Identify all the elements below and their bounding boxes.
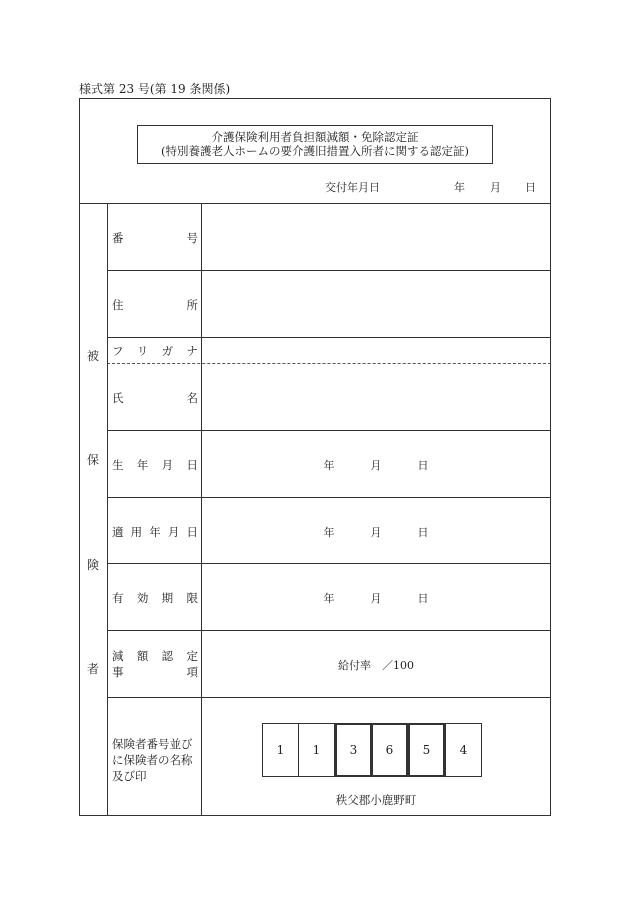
birthdate-label (112, 457, 198, 473)
valid-period-label (112, 590, 198, 606)
label-char: 適 (112, 525, 124, 539)
name-label (112, 390, 198, 406)
row-divider (107, 270, 551, 271)
label-char: 日 (186, 458, 198, 472)
insurer-label-line-1: 保険者番号並び (112, 737, 193, 751)
section-char-3: 険 (86, 558, 99, 572)
label-char: 認 (161, 649, 174, 663)
month-unit: 月 (370, 459, 382, 472)
row-divider (107, 697, 551, 698)
year-unit: 年 (323, 459, 335, 472)
day-unit: 日 (417, 459, 429, 472)
day-unit: 日 (417, 526, 429, 539)
section-column-divider (107, 203, 108, 816)
year-unit: 年 (323, 592, 335, 605)
title-line-1: 介護保険利用者負担額減額・免除認定証 (211, 130, 419, 144)
insurer-label-line-2: に保険者の名称 (112, 753, 193, 767)
label-char: 効 (136, 591, 149, 605)
label-char: 定 (186, 649, 198, 663)
label-char: 用 (130, 525, 143, 539)
section-char-2: 保 (86, 453, 99, 467)
label-char: 年 (136, 458, 149, 472)
label-char: 月 (161, 458, 174, 472)
furigana-divider (107, 363, 551, 364)
header-divider (79, 203, 551, 204)
label-char: 名 (186, 391, 198, 405)
number-label (112, 230, 198, 246)
label-char: 生 (112, 458, 124, 472)
label-char: ガ (161, 344, 174, 358)
label-char: 額 (136, 649, 149, 663)
label-char: 番 (112, 231, 124, 245)
address-label (112, 297, 198, 313)
label-char: フ (112, 344, 124, 358)
label-char: 限 (186, 591, 198, 605)
benefit-rate-field[interactable]: 給付率 ／100 (338, 659, 414, 672)
label-char: 減 (112, 649, 124, 663)
label-char: 号 (186, 231, 198, 245)
label-char: リ (136, 344, 149, 358)
issued-month: 月 (490, 181, 501, 194)
issued-day: 日 (525, 181, 536, 194)
month-unit: 月 (370, 592, 382, 605)
label-char: ナ (186, 344, 198, 358)
apply-date-field[interactable] (201, 524, 551, 540)
issued-year: 年 (454, 181, 465, 194)
label-char: 住 (112, 298, 124, 312)
issued-date-label: 交付年月日 (325, 181, 380, 194)
label-char: 所 (186, 298, 198, 312)
insurer-digit: 3 (335, 723, 372, 777)
birthdate-field[interactable] (201, 457, 551, 473)
year-unit: 年 (323, 526, 335, 539)
insurer-name: 秩父郡小鹿野町 (335, 793, 417, 807)
title-line-2: (特別養護老人ホームの要介護旧措置入所者に関する認定証) (161, 144, 469, 158)
section-char-1: 被 (86, 349, 99, 363)
insurer-digit: 4 (445, 723, 482, 777)
insurer-digit: 1 (298, 723, 335, 777)
form-code: 様式第 23 号(第 19 条関係) (79, 82, 231, 96)
row-divider (107, 337, 551, 338)
valid-period-field[interactable] (201, 590, 551, 606)
insurer-label (112, 736, 198, 784)
label-char: 期 (161, 591, 174, 605)
apply-date-label (112, 524, 198, 540)
row-divider (107, 630, 551, 631)
row-divider (107, 563, 551, 564)
row-divider (107, 497, 551, 498)
label-char: 氏 (112, 391, 124, 405)
label-char: 年 (149, 525, 161, 539)
row-divider (107, 430, 551, 431)
reduction-label-line-2 (112, 664, 198, 680)
insurer-digit: 5 (408, 723, 445, 777)
label-char: 項 (186, 665, 198, 679)
label-char: 月 (167, 525, 180, 539)
label-char: 事 (112, 665, 124, 679)
insurer-digit: 1 (262, 723, 299, 777)
day-unit: 日 (417, 592, 429, 605)
label-column-divider (201, 203, 202, 816)
reduction-label (112, 648, 198, 680)
furigana-label (112, 343, 198, 359)
certificate-title (137, 125, 493, 164)
section-char-4: 者 (86, 662, 99, 676)
reduction-label-line-1 (112, 648, 198, 664)
month-unit: 月 (370, 526, 382, 539)
label-char: 日 (186, 525, 198, 539)
label-char: 有 (112, 591, 124, 605)
insurer-digit: 6 (371, 723, 408, 777)
insurer-label-line-3: 及び印 (112, 769, 147, 783)
